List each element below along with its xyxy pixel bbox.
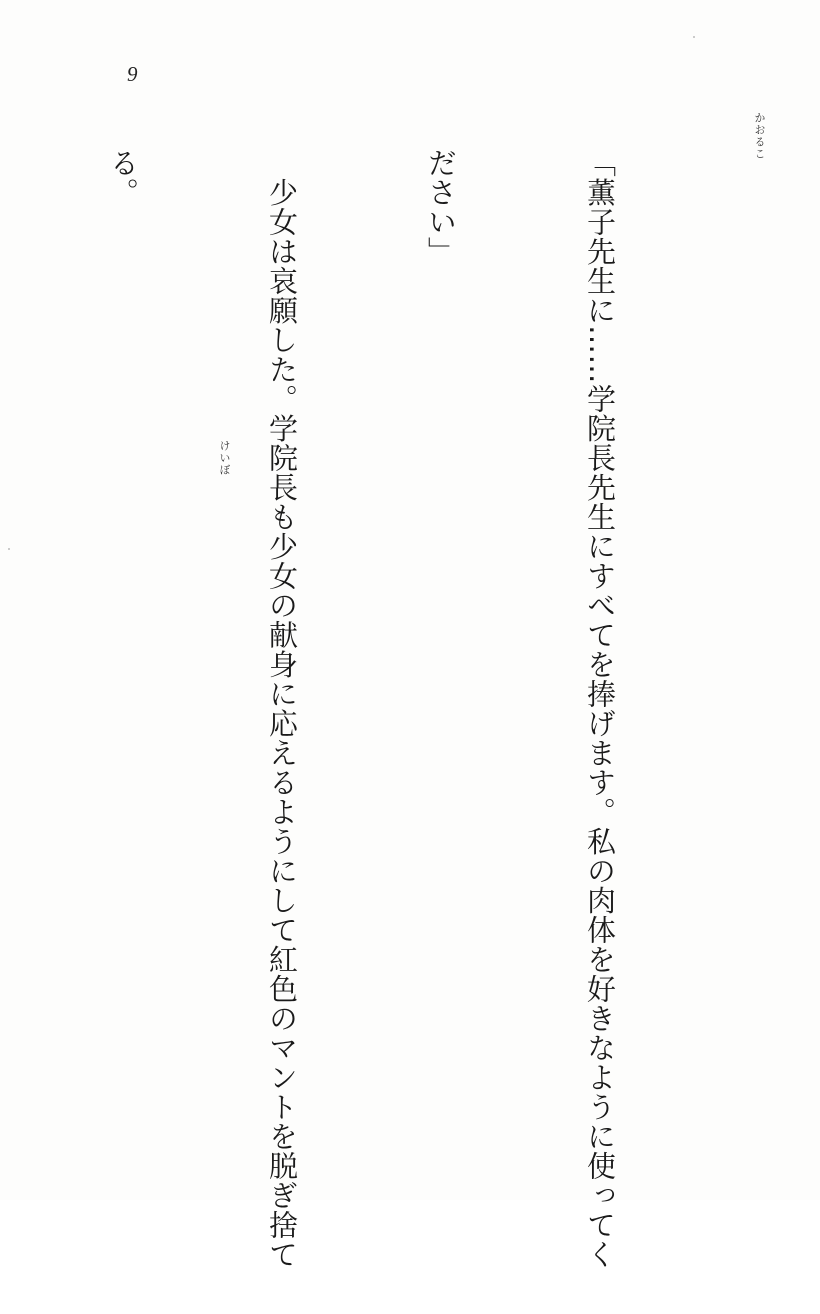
furigana-keibo: けいぼ: [218, 440, 231, 476]
text-line-4: る。: [106, 148, 140, 207]
text-line-2: ださい」: [424, 148, 458, 266]
text-line-1: 「薫子先生に……学院長先生にすべてを捧げます。私の肉体を好きなように使ってく: [583, 148, 617, 1269]
scan-speck: [693, 36, 695, 38]
vertical-text-body: [0, 148, 732, 1269]
scan-speck: [8, 548, 10, 550]
page-number: 9: [127, 62, 138, 86]
furigana-kaoruko: かおるこ: [753, 112, 766, 160]
text-line-3: 少女は哀願した。学院長も少女の献身に応えるようにして紅色のマントを脱ぎ捨て: [265, 148, 299, 1269]
